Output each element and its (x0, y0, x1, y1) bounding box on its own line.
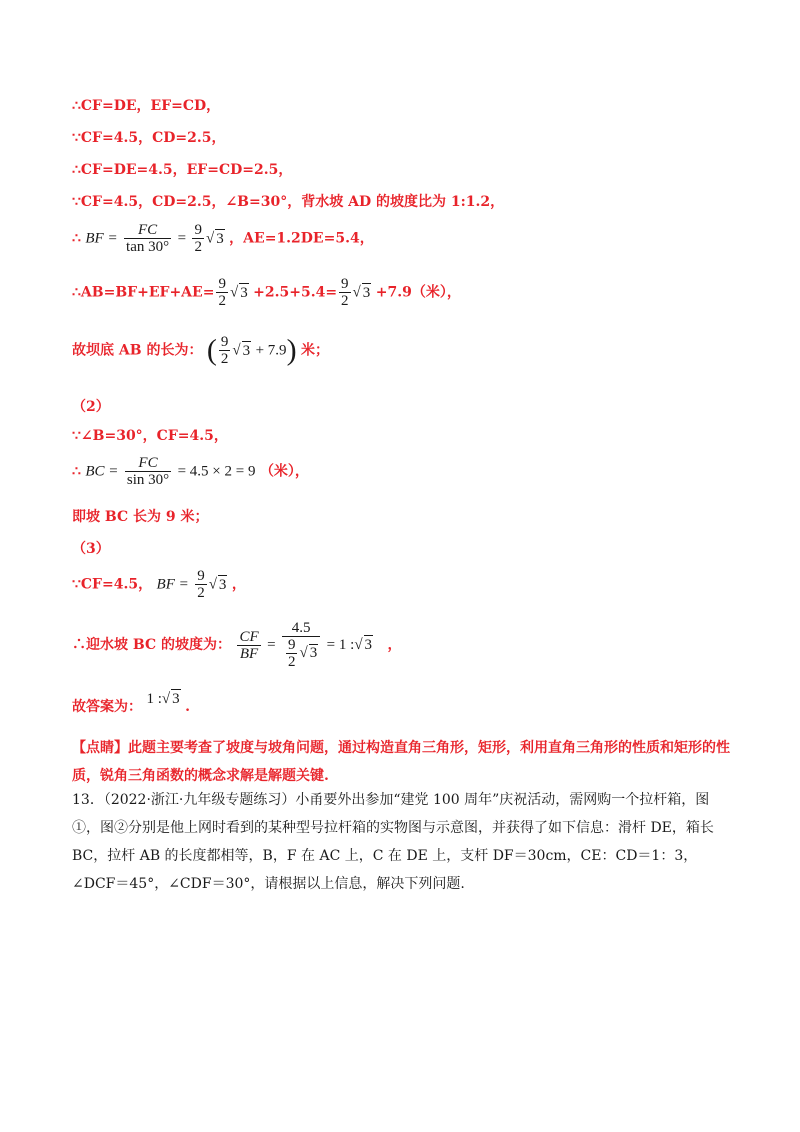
radical-sign: √ (161, 691, 171, 707)
solution-line-4: ∵CF=4.5，CD=2.5，∠B=30°，背水坡 AD 的坡度比为 1:1.2， (72, 194, 505, 210)
comment-paragraph: 【点睛】此题主要考查了坡度与坡角问题，通过构造直角三角形，矩形，利用直角三角形的性质和矩形的性质，锐角三角函数的概念求解是解题关键. (72, 740, 730, 784)
compound-fraction: 4.5 $\frac{9}{2}$ √ 3 (282, 620, 320, 670)
fraction: $\frac{9}{2}$ (197, 568, 205, 601)
problem-13-paragraph: 13．（2022·浙江·九年级专题练习）小甬要外出参加“建党 100 周年”庆祝活动，需网购一个拉杆箱，图①，图②分别是他上网时看到的某种型号拉杆箱的实物图与示意图，并获得了如下信息：滑杆 DE，箱长 BC，拉杆 AB 的长度都相等，B，F 在 AC 上，C 在 DE 上，支杆 DF＝30cm，CE：CD＝1：3，∠DCF＝45°，∠CDF＝30°，请根据以上信息，解决下列问题. (72, 792, 714, 892)
solution-line-13: ∵CF=4.5， BF = $\frac{9}{2}$ √ 3 ， (72, 568, 246, 601)
fraction: $\frac{9}{2}$ (194, 222, 202, 255)
radical-sign: √ (232, 342, 241, 359)
solution-line-15: 故答案为： 1 :√ 3 . (72, 691, 190, 715)
solution-line-3: ∴CF=DE=4.5，EF=CD=2.5， (72, 162, 293, 178)
fraction: $\frac{CF}{BF}$ (239, 628, 259, 662)
fraction: $\frac{FC}{\sin 30^\circ}$ (126, 455, 170, 488)
solution-line-14: ∴迎水坡 BC 的坡度为： $\frac{CF}{BF}$ = 4.5 $\frac{9}{2}$ √ 3 = 1 :√ 3 ， (72, 620, 402, 670)
radical-sign: √ (299, 644, 308, 661)
radical-sign: √ (208, 576, 217, 593)
part-3-label: （3） (72, 541, 110, 557)
solution-line-10: ∴ BC = $\frac{FC}{\sin 30^\circ}$ = 4.5 × 2 = 9 （米）， (72, 455, 309, 488)
solution-line-5: ∴ BF = $\frac{FC}{\tan 30^\circ}$ = $\frac{9}{2}$ √ 3 ，AE=1.2DE=5.4， (72, 222, 374, 255)
fraction: $\frac{9}{2}$ (220, 334, 229, 367)
fraction: $\frac{9}{2}$ (341, 276, 349, 309)
fraction: $\frac{9}{2}$ (287, 637, 296, 670)
radical-sign: √ (352, 284, 361, 301)
radical-sign: √ (205, 230, 215, 247)
left-paren: ( (206, 333, 217, 367)
radical-sign: √ (229, 284, 239, 301)
solution-line-6: ∴AB=BF+EF+AE= $\frac{9}{2}$ √ 3 +2.5+5.4= $\frac{9}{2}$ √ 3 +7.9（米）， (72, 276, 461, 309)
therefore-symbol: ∴ (72, 230, 81, 247)
radical-sign: √ (354, 637, 363, 653)
solution-line-1: ∴CF=DE，EF=CD， (72, 98, 221, 114)
part-2-label: （2） (72, 399, 110, 415)
solution-line-2: ∵CF=4.5，CD=2.5， (72, 130, 226, 146)
fraction: $\frac{9}{2}$ (218, 276, 226, 309)
solution-line-11: 即坡 BC 长为 9 米； (72, 509, 209, 525)
solution-line-9: ∵∠B=30°，CF=4.5， (72, 428, 228, 444)
fraction: $\frac{FC}{\tan 30^\circ}$ (126, 222, 170, 255)
solution-line-7: 故坝底 AB 的长为： ( $\frac{9}{2}$ √ 3 + 7.9) 米； (72, 333, 330, 367)
right-paren: ) (286, 333, 297, 367)
